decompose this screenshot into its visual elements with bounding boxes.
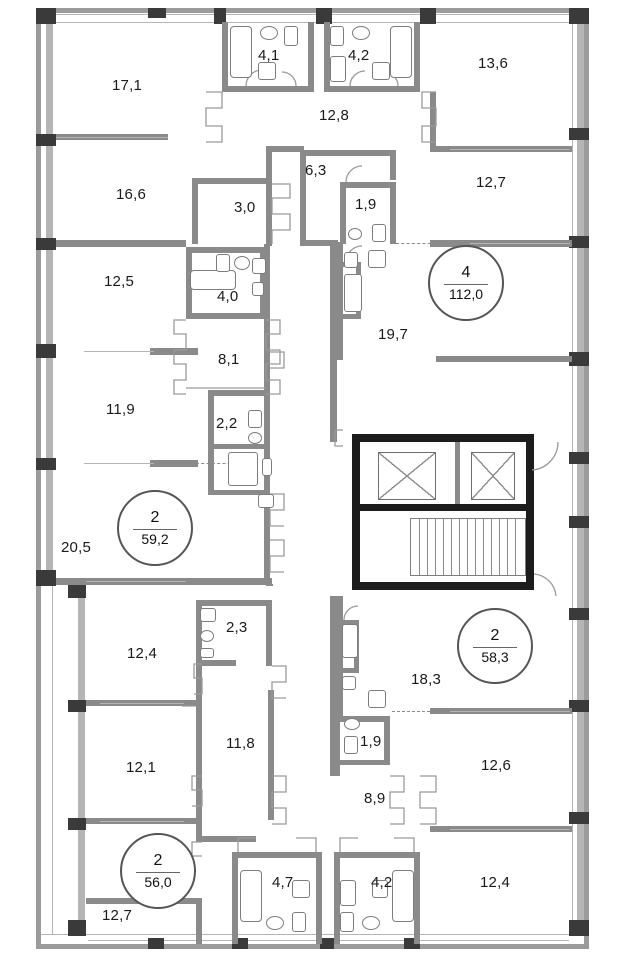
partition [268, 690, 274, 820]
cabinet [262, 458, 272, 476]
window-opening [78, 712, 85, 818]
room-label: 11,8 [226, 735, 255, 752]
bathtub [240, 870, 262, 922]
partition [414, 852, 420, 944]
partition [196, 836, 256, 842]
toilet [344, 736, 358, 754]
partition [334, 716, 340, 776]
window-opening [577, 620, 584, 700]
room-label: 3,0 [234, 199, 256, 216]
pier [569, 920, 589, 936]
partition [232, 852, 322, 858]
bathtub [390, 26, 412, 78]
pier [68, 920, 86, 936]
shower-tray [340, 880, 356, 906]
washing-machine [252, 258, 266, 274]
room-label: 12,1 [126, 759, 156, 776]
shower-tray [342, 624, 358, 658]
window-opening [46, 470, 53, 570]
elevator-car-2 [471, 452, 515, 500]
bathtub [230, 26, 252, 78]
sink [234, 256, 250, 270]
pier [569, 236, 589, 248]
toilet [292, 912, 306, 932]
toilet [248, 410, 262, 428]
partition [150, 348, 198, 355]
room-label: 1,9 [360, 733, 382, 750]
riser [344, 252, 358, 268]
window-opening [46, 24, 53, 134]
pier [68, 700, 86, 712]
washing-machine [258, 62, 276, 80]
unit-room-count: 2 [153, 852, 163, 869]
window-opening [46, 146, 53, 238]
pier [36, 570, 56, 586]
pier [68, 818, 86, 830]
corridor-wall-inner [300, 240, 338, 246]
exterior-wall-right [584, 8, 589, 949]
partition [196, 900, 202, 944]
pier [569, 452, 589, 464]
toilet [200, 648, 214, 658]
core-wall-bottom [352, 582, 534, 590]
elevator-car-1 [378, 452, 436, 500]
interior-face-right [572, 22, 573, 935]
exterior-wall-top [36, 8, 589, 13]
door-opening [392, 711, 430, 712]
room-label: 12,7 [102, 907, 132, 924]
pier [36, 344, 56, 358]
sink [266, 916, 284, 930]
sink [260, 26, 278, 40]
window-opening [248, 940, 320, 941]
room-label: 4,2 [371, 874, 393, 891]
pier [569, 608, 589, 620]
room-label: 11,9 [106, 401, 135, 418]
partition [192, 178, 198, 244]
window-opening [577, 824, 584, 920]
partition [324, 86, 420, 92]
room-label: 12,8 [319, 107, 349, 124]
pier [36, 8, 56, 24]
pier [569, 352, 589, 366]
window-opening [46, 358, 53, 458]
sink [200, 630, 214, 642]
unit-area: 56,0 [144, 874, 172, 890]
room-label: 2,2 [216, 415, 238, 432]
exterior-wall-bottom [36, 944, 589, 949]
partition [316, 852, 322, 944]
pier [420, 8, 436, 24]
pier [569, 128, 589, 140]
unit-room-count: 2 [490, 627, 500, 644]
pier [36, 134, 56, 146]
partition [334, 852, 420, 858]
room-label: 4,1 [258, 47, 280, 64]
partition [343, 668, 359, 673]
partition [436, 356, 442, 362]
partition-thin [56, 137, 168, 138]
unit-area: 58,3 [481, 649, 509, 665]
partition [264, 390, 270, 494]
core-wall-mid [360, 504, 534, 511]
partition [414, 22, 420, 92]
unit-room-count: 2 [150, 509, 160, 526]
shower-tray [228, 452, 258, 486]
partition [343, 314, 361, 319]
pier [68, 584, 86, 598]
riser [342, 676, 356, 690]
window-opening [577, 24, 584, 128]
partition [308, 22, 314, 92]
pier [36, 458, 56, 470]
partition [196, 600, 272, 606]
cabinet [258, 494, 274, 508]
room-label: 18,3 [411, 671, 441, 688]
room-label: 1,9 [355, 196, 377, 213]
window-opening [577, 366, 584, 452]
room-label: 6,3 [305, 162, 327, 179]
room-label: 8,9 [364, 790, 386, 807]
room-label: 12,5 [104, 273, 134, 290]
exterior-wall-left [36, 8, 41, 949]
window-opening [46, 250, 53, 344]
partition-thin [84, 463, 154, 464]
partition [186, 313, 266, 319]
toilet [372, 224, 386, 242]
washing-machine [200, 608, 216, 622]
sink [344, 718, 360, 730]
partition-thin [86, 581, 186, 582]
toilet [330, 26, 344, 46]
partition [56, 240, 186, 247]
partition [208, 390, 214, 494]
partition-thin [450, 711, 570, 712]
washing-machine [368, 250, 386, 268]
toilet [340, 912, 354, 932]
room-label: 12,6 [481, 757, 511, 774]
pier [569, 8, 589, 24]
room-label: 20,5 [61, 539, 91, 556]
room-label: 4,2 [348, 47, 370, 64]
window-opening [78, 830, 85, 920]
partition [150, 460, 198, 467]
sink [362, 916, 380, 930]
window-opening [166, 14, 214, 15]
window-opening [334, 940, 404, 941]
window-opening [226, 14, 316, 15]
partition-thin [84, 351, 154, 352]
partition [340, 182, 396, 188]
partition [192, 178, 272, 184]
partition [430, 92, 436, 152]
room-label: 4,7 [272, 874, 294, 891]
partition-thin [450, 829, 570, 830]
shower-tray [330, 56, 346, 82]
stair-treads [411, 519, 525, 575]
pier [569, 812, 589, 824]
partition [390, 182, 396, 244]
partition [266, 146, 272, 246]
interior-face-bottom [41, 934, 584, 935]
pier [148, 8, 166, 18]
unit-area: 59,2 [141, 531, 169, 547]
window-opening [56, 14, 148, 15]
room-label: 4,0 [217, 288, 239, 305]
room-label: 12,7 [476, 174, 506, 191]
unit-badge-2-560[interactable] [120, 833, 196, 909]
partition [222, 22, 228, 92]
pier [569, 516, 589, 528]
partition [300, 150, 396, 156]
partition [232, 852, 238, 944]
core-wall-top [352, 434, 534, 442]
partition [196, 706, 202, 836]
partition [266, 146, 304, 152]
room-label: 12,4 [127, 645, 157, 662]
unit-room-count: 4 [461, 264, 471, 281]
badge-divider [473, 647, 516, 648]
badge-divider [444, 284, 487, 285]
partition-thin [100, 821, 184, 822]
room-label: 19,7 [378, 326, 408, 343]
partition-thin [450, 149, 570, 150]
window-opening [436, 14, 569, 15]
partition [222, 86, 314, 92]
washing-machine [372, 62, 390, 80]
partition [334, 760, 390, 765]
unit-badge-2-592[interactable] [117, 490, 193, 566]
window-opening [88, 940, 148, 941]
shower-tray [344, 274, 362, 312]
toilet [284, 26, 298, 46]
bathtub [392, 870, 414, 922]
window-opening [577, 528, 584, 608]
sink [248, 432, 262, 444]
toilet [216, 254, 230, 272]
sink [352, 26, 370, 40]
badge-divider [133, 529, 176, 530]
window-opening [577, 712, 584, 812]
partition [196, 660, 236, 666]
partition [266, 600, 272, 666]
room-label: 13,6 [478, 55, 508, 72]
sink [348, 228, 362, 240]
partition [264, 352, 270, 392]
washing-machine [292, 880, 310, 898]
partition [208, 390, 270, 396]
partition-thin [470, 243, 570, 244]
unit-badge-2-583[interactable] [457, 608, 533, 684]
pier [320, 938, 334, 949]
pier [148, 938, 164, 949]
door-opening [396, 243, 436, 244]
window-opening [577, 464, 584, 516]
window-opening [577, 140, 584, 236]
room-label: 16,6 [116, 186, 146, 203]
partition [384, 716, 390, 760]
room-label: 8,1 [218, 351, 240, 368]
core-wall-left [352, 434, 360, 590]
core-partition [455, 442, 460, 504]
partition-thin [100, 703, 184, 704]
window-opening [577, 248, 584, 352]
bathtub [190, 270, 236, 290]
room-label: 2,3 [226, 619, 248, 636]
badge-divider [136, 872, 179, 873]
corridor-wall-left [266, 584, 273, 586]
unit-area: 112,0 [449, 286, 483, 302]
room-label: 17,1 [112, 77, 142, 94]
washing-machine [368, 690, 386, 708]
partition [334, 716, 390, 722]
partition [337, 242, 343, 360]
partition [340, 182, 346, 244]
unit-badge-4-112[interactable] [428, 245, 504, 321]
window-opening [78, 598, 85, 700]
partition [390, 150, 396, 180]
pier [36, 238, 56, 250]
partition [436, 356, 572, 362]
window-opening [332, 14, 420, 15]
partition [208, 444, 270, 449]
cabinet [252, 282, 264, 296]
partition [186, 247, 266, 253]
core-wall-right [526, 434, 534, 590]
room-label: 12,4 [480, 874, 510, 891]
window-opening [420, 940, 569, 941]
corridor-wall-right [330, 242, 337, 442]
pier [569, 700, 589, 712]
